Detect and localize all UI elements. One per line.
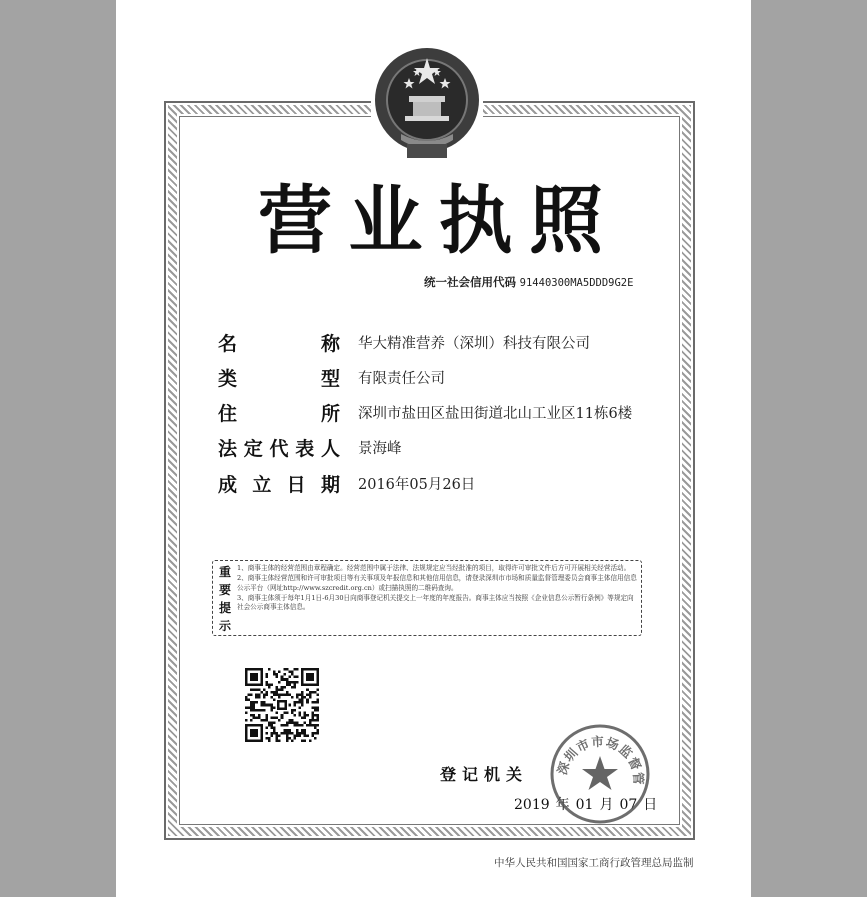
label-char: 人 [320, 437, 340, 460]
credit-code-label: 统一社会信用代码 [424, 275, 516, 289]
field-type [218, 362, 445, 392]
field-value: 景海峰 [358, 440, 402, 457]
notice-item: 1、商事主体的经营范围由章程确定。经营范围中属于法律、法规规定应当经批准的项目，取得许可审批文件后方可开展相关经营活动。 [237, 564, 631, 572]
seal-text: 深圳市市场监督管 [554, 733, 647, 786]
field-legal-representative [218, 432, 402, 462]
important-notice-box [212, 560, 642, 636]
field-label [218, 329, 340, 356]
notice-title-char: 示 [218, 619, 231, 633]
label-char: 定 [243, 437, 263, 460]
field-value: 华大精准营养（深圳）科技有限公司 [358, 335, 590, 352]
footer-issuer: 中华人民共和国国家工商行政管理总局监制 [494, 857, 694, 869]
issue-month: 01 [575, 797, 594, 813]
field-establishment-date [218, 468, 475, 498]
credit-code-value: 91440300MA5DDD9G2E [519, 277, 634, 289]
label-char: 代 [269, 437, 289, 460]
label-char: 日 [286, 473, 306, 496]
notice-item: 3、商事主体须于每年1月1日-6月30日向商事登记机关提交上一年度的年度报告。商事主体应当按照《企业信息公示暂行条例》等规定向社会公示商事主体信息。 [237, 593, 634, 612]
label-char: 类 [218, 367, 238, 390]
notice-item: 2、商事主体经营范围和许可审批项目等有关事项及年报信息和其他信用信息，请登录深圳市市场和质量监督管理委员会商事主体信用信息公示平台（网址http://www.szcredit.org.cn）或扫描执照的二维码查询。 [237, 574, 637, 592]
label-char: 法 [218, 437, 238, 460]
national-emblem-icon [371, 44, 483, 162]
notice-body [237, 564, 637, 613]
notice-title-char: 要 [218, 583, 231, 597]
field-name [218, 327, 590, 357]
notice-title-char: 重 [218, 565, 231, 579]
title-char: 营 [258, 178, 332, 264]
notice-title [217, 563, 233, 635]
label-char: 表 [295, 437, 315, 460]
field-label [218, 364, 340, 391]
issue-day: 07 [619, 797, 638, 813]
notice-title-char: 提 [218, 601, 231, 615]
qr-code-icon [245, 668, 319, 742]
label-char: 称 [320, 332, 340, 355]
label-char: 立 [252, 473, 272, 496]
field-value: 2016年05月26日 [358, 476, 476, 493]
label-char: 住 [218, 402, 238, 425]
issue-day-unit: 日 [643, 797, 658, 813]
field-address [218, 397, 632, 427]
title-char: 照 [528, 178, 603, 264]
credit-code-line [424, 274, 674, 290]
label-char: 期 [320, 473, 340, 496]
field-label [218, 399, 340, 426]
issue-year: 2019 [514, 797, 550, 813]
label-char: 名 [218, 332, 238, 355]
field-value: 有限责任公司 [358, 370, 445, 387]
official-seal-icon [548, 722, 652, 826]
title-char: 业 [348, 178, 423, 264]
field-label [218, 434, 340, 461]
document-title [258, 176, 603, 266]
issue-year-unit: 年 [555, 797, 570, 813]
title-char: 执 [438, 178, 513, 264]
label-char: 所 [320, 402, 340, 425]
field-label [218, 470, 340, 497]
registrar-label: 登记机关 [440, 765, 529, 784]
issue-month-unit: 月 [599, 797, 614, 813]
field-value: 深圳市盐田区盐田街道北山工业区11栋6楼 [358, 405, 633, 422]
label-char: 型 [320, 367, 340, 390]
label-char: 成 [218, 473, 238, 496]
